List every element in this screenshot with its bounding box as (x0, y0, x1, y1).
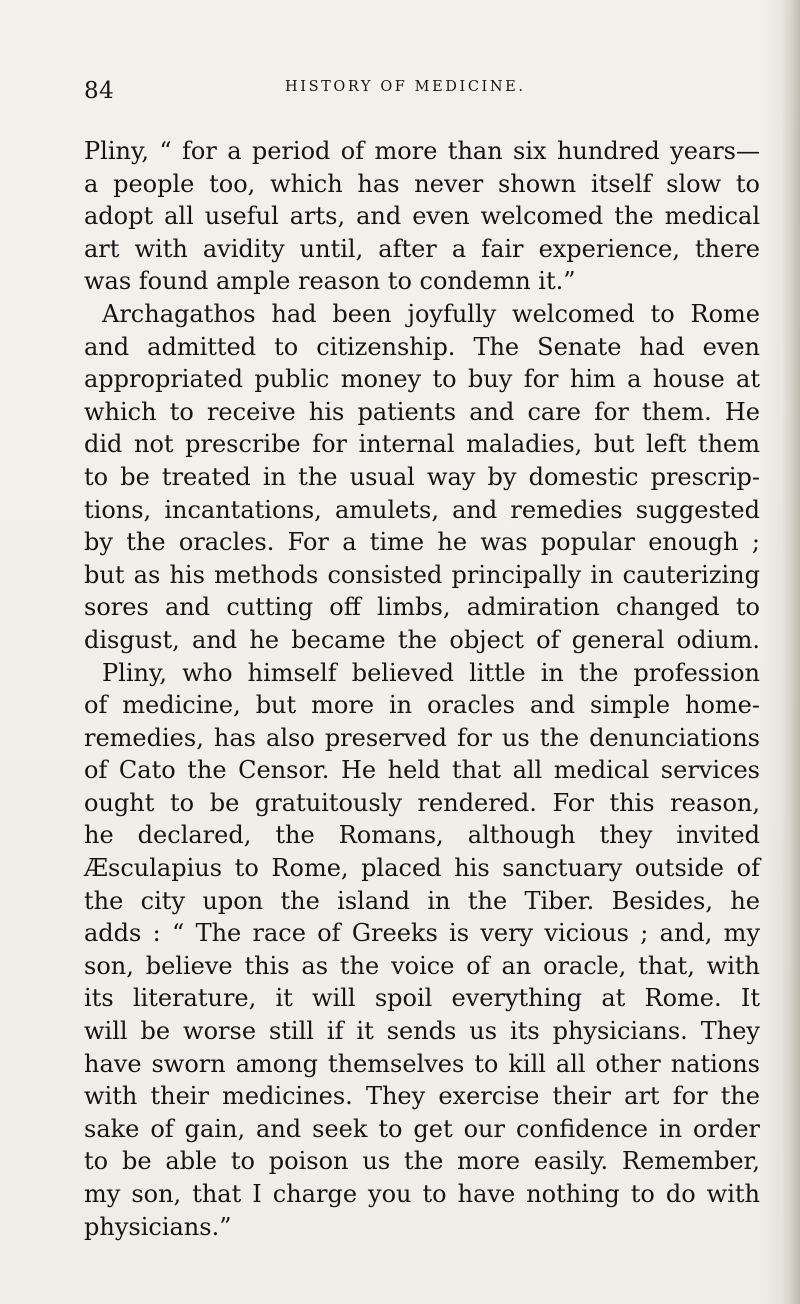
text-line: to be treated in the usual way by domestic prescrip- (84, 462, 760, 491)
text-line: Æsculapius to Rome, placed his sanctuary outside of (84, 854, 760, 883)
text-line: of medicine, but more in oracles and simple home- (84, 691, 760, 720)
text-line: sores and cutting off limbs, admiration changed to (84, 593, 760, 622)
text-line: sake of gain, and seek to get our confidence in order (84, 1114, 760, 1143)
text-line: ought to be gratuitously rendered. For this reason, (84, 788, 760, 817)
text-line: Pliny, “ for a period of more than six hundred years— (84, 137, 760, 165)
text-line: will be worse still if it sends us its physicians. They (84, 1017, 760, 1046)
text-line: disgust, and he became the object of general odium. (84, 625, 760, 654)
text-line: with their medicines. They exercise their art for the (84, 1082, 760, 1111)
text-line: and admitted to citizenship. The Senate had even (84, 332, 760, 361)
text-line: he declared, the Romans, although they invited (84, 821, 760, 850)
text-line: art with avidity until, after a fair experience, there (84, 234, 760, 263)
text-line: adds : “ The race of Greeks is very vicious ; and, my (84, 919, 760, 948)
body-text (84, 135, 760, 1243)
text-line: remedies, has also preserved for us the denunciations (84, 723, 760, 752)
text-line: was found ample reason to condemn it.” (84, 267, 576, 296)
text-line: which to receive his patients and care for them. He (84, 397, 760, 426)
page-header (84, 78, 724, 118)
text-line: did not prescribe for internal maladies, but left them (84, 430, 760, 459)
text-line: Pliny, who himself believed little in the profession (102, 658, 760, 687)
text-line: its literature, it will spoil everything at Rome. It (84, 984, 760, 1013)
page-number: 84 (84, 78, 115, 104)
text-line: my son, that I charge you to have nothing to do with (84, 1180, 760, 1208)
text-line: tions, incantations, amulets, and remedies suggested (84, 495, 760, 524)
running-head: HISTORY OF MEDICINE. (285, 79, 526, 95)
text-line: of Cato the Censor. He held that all medical services (84, 756, 760, 785)
text-line: adopt all useful arts, and even welcomed the medical (84, 202, 760, 231)
page-edge-shadow (782, 0, 800, 1304)
text-line: physicians.” (84, 1212, 232, 1241)
text-line: have sworn among themselves to kill all other nations (84, 1049, 760, 1078)
text-line: a people too, which has never shown itself slow to (84, 169, 760, 198)
text-line: Archagathos had been joyfully welcomed to Rome (102, 299, 760, 328)
text-line: by the oracles. For a time he was popular enough ; (84, 528, 760, 557)
text-line: appropriated public money to buy for him a house at (84, 365, 760, 394)
text-line: but as his methods consisted principally in cauterizing (84, 560, 760, 589)
text-line: son, believe this as the voice of an oracle, that, with (84, 951, 760, 980)
text-line: the city upon the island in the Tiber. Besides, he (84, 886, 760, 915)
text-line: to be able to poison us the more easily. Remember, (84, 1147, 760, 1176)
